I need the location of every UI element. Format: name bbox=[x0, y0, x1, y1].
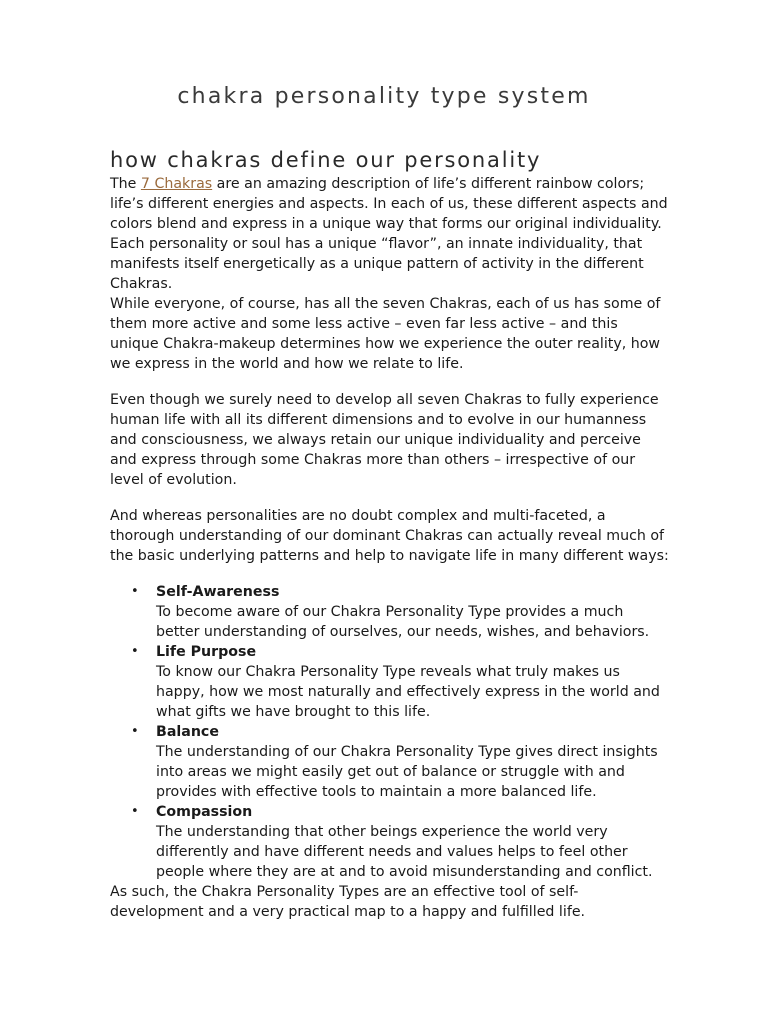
bullet-icon: • bbox=[131, 584, 139, 599]
list-item bbox=[110, 722, 670, 802]
benefits-list bbox=[110, 582, 670, 882]
list-item bbox=[110, 582, 670, 642]
bullet-icon: • bbox=[131, 804, 139, 819]
benefit-description: To become aware of our Chakra Personality Type provides a much better understanding of ourselves, our needs, wishes, and behaviors. bbox=[156, 604, 650, 640]
section-heading: how chakras define our personality bbox=[110, 148, 542, 172]
benefit-title: Life Purpose bbox=[156, 644, 257, 660]
document-title: chakra personality type system bbox=[177, 84, 591, 109]
benefit-title: Balance bbox=[156, 724, 219, 740]
intro-text: are an amazing description of life’s different rainbow colors; life’s different energies and aspects. In each of us, these different aspects and colors blend and express in a unique way that forms our original individuality. Each personality or soul has a unique “flavor”, an innate individuality, that manifests itself energetically as a unique pattern of activity in the different Chakras. bbox=[110, 176, 668, 292]
paragraph-seven-chakras: While everyone, of course, has all the seven Chakras, each of us has some of them more active and some less active – even far less active – and this unique Chakra-makeup determines how we experience the outer reality, how we express in the world and how we relate to life. bbox=[110, 296, 661, 372]
benefit-description: To know our Chakra Personality Type reveals what truly makes us happy, how we most naturally and effectively express in the world and what gifts we have brought to this life. bbox=[156, 664, 660, 720]
benefit-title: Compassion bbox=[156, 804, 253, 820]
intro-paragraph bbox=[110, 174, 670, 294]
intro-prefix: The bbox=[110, 176, 141, 192]
bullet-icon: • bbox=[131, 724, 139, 739]
benefit-description: The understanding that other beings experience the world very differently and have different needs and values helps to feel other people where they are at and to avoid misunderstanding and conflict. bbox=[156, 824, 653, 880]
paragraph-develop-chakras: Even though we surely need to develop all seven Chakras to fully experience human life with all its different dimensions and to evolve in our humanness and consciousness, we always retain our unique individuality and perceive and express through some Chakras more than others – irrespective of our level of evolution. bbox=[110, 392, 659, 488]
list-item bbox=[110, 802, 670, 882]
paragraph-personalities: And whereas personalities are no doubt complex and multi-faceted, a thorough understanding of our dominant Chakras can actually reveal much of the basic underlying patterns and help to navigate life in many different ways: bbox=[110, 508, 669, 564]
list-item bbox=[110, 642, 670, 722]
benefit-title: Self-Awareness bbox=[156, 584, 280, 600]
benefit-description: The understanding of our Chakra Personality Type gives direct insights into areas we might easily get out of balance or struggle with and provides with effective tools to maintain a more balanced life. bbox=[156, 744, 658, 800]
document-body bbox=[110, 146, 670, 922]
closing-paragraph: As such, the Chakra Personality Types are an effective tool of self-development and a very practical map to a happy and fulfilled life. bbox=[110, 884, 586, 920]
seven-chakras-link[interactable]: 7 Chakras bbox=[140, 176, 213, 192]
bullet-icon: • bbox=[131, 644, 139, 659]
